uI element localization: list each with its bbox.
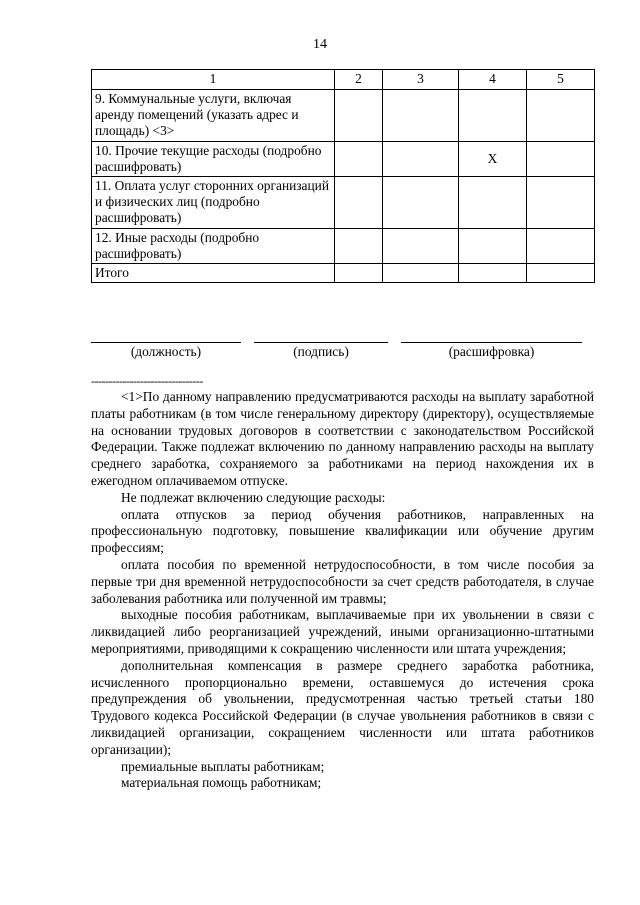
x-mark: X [459,142,527,177]
footnote-paragraph: оплата пособия по временной нетрудоспособности, в том числе пособия за первые три дня временной нетрудоспособности за счет средств работодателя, в случае заболевания работника или полученной им травмы; [91,556,594,606]
table-cell [459,264,527,283]
table-row [92,229,595,264]
table-row-total [92,264,595,283]
table-cell [459,229,527,264]
table-cell [335,90,383,142]
footnote-paragraph: премиальные выплаты работникам; [121,758,325,774]
signature-label: (подпись) [293,344,349,359]
row-label: 12. Иные расходы (подробно расшифровать) [92,229,335,264]
footnote-paragraph: материальная помощь работникам; [121,775,322,791]
position-line [91,342,241,343]
table-cell [527,177,595,229]
table-header-row [92,70,595,90]
table-header-cell: 3 [383,70,459,90]
table-header-cell: 1 [92,70,335,90]
table-row [92,142,595,177]
decoding-line [401,342,582,343]
table-cell [383,264,459,283]
footnote-paragraph: Не подлежат включению следующие расходы: [121,489,386,505]
table-cell [335,229,383,264]
page-number: 14 [313,37,327,52]
row-label: 10. Прочие текущие расходы (подробно расшифровать) [92,142,335,177]
decoding-label: (расшифровка) [448,344,535,359]
position-label: (должность) [130,344,202,359]
row-label: 9. Коммунальные услуги, включая аренду помещений (указать адрес и площадь) <3> [92,90,335,142]
table-cell [459,90,527,142]
signature-line [254,342,388,343]
table-header-cell: 4 [459,70,527,90]
table-header-cell: 5 [527,70,595,90]
expenses-table [91,69,595,283]
table-cell [383,90,459,142]
footnote-paragraph: оплата отпусков за период обучения работников, направленных на профессиональную подготовку, повышение квалификации или обучение другим профессиям; [91,506,594,556]
footnote-separator: -------------------------------- [91,374,203,388]
table-cell [527,264,595,283]
footnotes [91,389,594,792]
table-row [92,177,595,229]
table-cell [335,142,383,177]
table-cell [527,142,595,177]
table-cell [383,229,459,264]
footnote-paragraph: дополнительная компенсация в размере среднего заработка работника, исчисленного пропорционально времени, оставшемуся до истечения срока предупреждения об увольнении, предусмотренная частью третьей статьи 180 Трудового кодекса Российской Федерации (в случае увольнения работников в связи с ликвидацией организации, сокращением численности или штата работников организации); [91,657,594,757]
table-cell [383,177,459,229]
row-label: 11. Оплата услуг сторонних организаций и физических лиц (подробно расшифровать) [92,177,335,229]
table-cell [459,177,527,229]
table-cell [527,229,595,264]
table-cell [335,177,383,229]
table-cell [527,90,595,142]
row-label: Итого [92,264,335,283]
table-cell [383,142,459,177]
table-header-cell: 2 [335,70,383,90]
table-row [92,90,595,142]
footnote-paragraph: выходные пособия работникам, выплачиваемые при их увольнении в связи с ликвидацией либо реорганизацией учреждений, иными организационно-штатными мероприятиями, приводящими к сокращению численности или штата учреждения; [91,607,594,656]
footnote-paragraph: <1>По данному направлению предусматриваются расходы на выплату заработной платы работникам (в том числе генеральному директору (директору), осуществляемые на основании трудовых договоров в соответствии с законодательством Российской Федерации. Также подлежат включению по данному направлению расходы на выплату среднего заработка, сохраняемого за работниками на период нахождения их в ежегодном оплачиваемом отпуске. [91,389,594,488]
table-cell [335,264,383,283]
